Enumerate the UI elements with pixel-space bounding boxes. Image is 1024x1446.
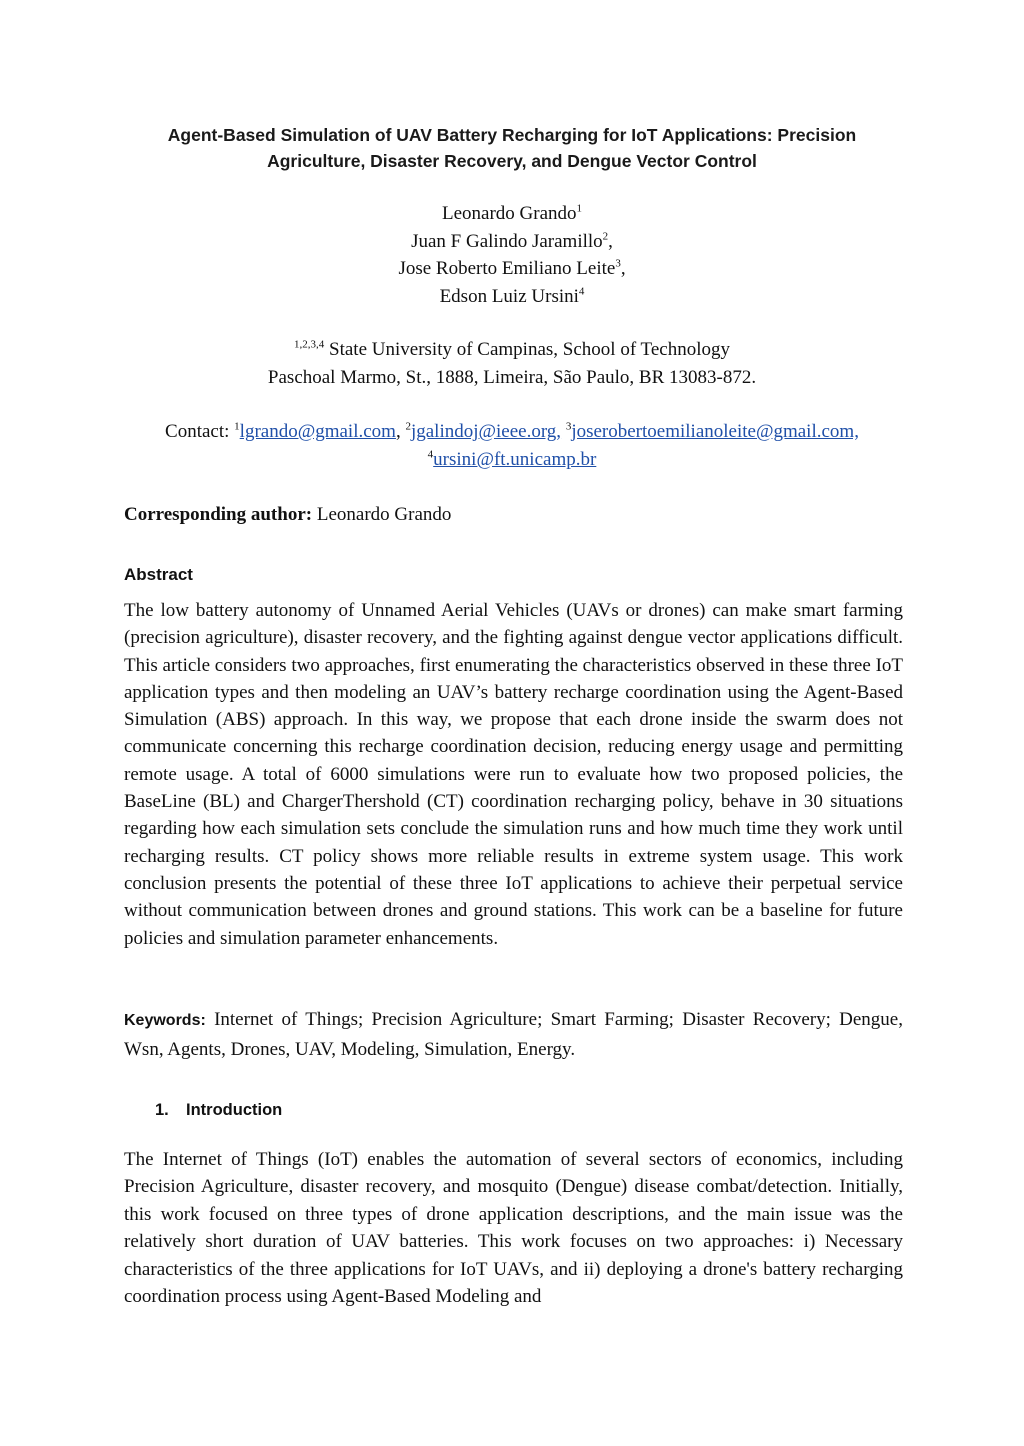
author-suffix: , <box>608 230 613 252</box>
affiliation-line-2: Paschoal Marmo, St., 1888, Limeira, São Paulo, BR 13083-872. <box>267 367 757 388</box>
email-link-2[interactable]: jgalindoj@ieee.org, <box>410 421 562 442</box>
author-superscript: 2 <box>602 230 609 243</box>
keywords-label: Keywords: <box>124 1012 206 1029</box>
corresponding-label: Corresponding author: <box>124 504 313 525</box>
affiliation-superscript: 1,2,3,4 <box>294 338 325 351</box>
keywords <box>124 1006 903 1064</box>
contact-block <box>100 418 924 474</box>
corresponding-name: Leonardo Grando <box>312 504 452 525</box>
author-superscript: 1 <box>576 202 583 215</box>
author-superscript: 3 <box>615 257 621 270</box>
title-line-1: Agent-Based Simulation of UAV Battery Recharging for IoT Applications: Precision <box>167 125 857 145</box>
email-superscript: 2 <box>405 420 411 433</box>
author-suffix: , <box>620 258 626 279</box>
title-line-2: Agriculture, Disaster Recovery, and Dengue Vector Control <box>267 151 757 171</box>
author-1 <box>100 200 924 228</box>
author-3 <box>100 255 924 283</box>
introduction-text: The Internet of Things (IoT) enables the automation of several sectors of economics, including Precision Agriculture, disaster recovery, and mosquito (Dengue) disease combat/detection. Initially, this work focused on three types of drone application descriptions, and the main issue was the relatively short duration of UAV batteries. This work focuses on two approaches: i) Necessary characteristics of the three applications for IoT UAVs, and ii) deploying a drone's battery recharging coordination process using Agent-Based Modeling and <box>124 1149 903 1308</box>
author-name: Juan F Galindo Jaramillo <box>411 230 603 252</box>
keywords-text: Internet of Things; Precision Agriculture; Smart Farming; Disaster Recovery; Dengue, Wsn, Agents, Drones, UAV, Modeling, Simulation, Energy. <box>124 1009 903 1060</box>
section-title: Introduction <box>186 1101 283 1119</box>
section-number: 1. <box>155 1101 169 1119</box>
email-superscript: 1 <box>234 420 240 433</box>
author-superscript: 4 <box>578 285 585 298</box>
author-2 <box>100 228 924 256</box>
author-list <box>100 200 924 310</box>
abstract-heading: Abstract <box>124 565 193 584</box>
section-heading-introduction <box>155 1098 282 1122</box>
email-link-4[interactable]: ursini@ft.unicamp.br <box>433 449 597 470</box>
affiliation <box>100 336 924 392</box>
author-name: Jose Roberto Emiliano Leite <box>398 258 616 279</box>
email-separator: , <box>395 421 406 442</box>
contact-line-2 <box>100 446 924 474</box>
email-link-3[interactable]: joserobertoemilianoleite@gmail.com, <box>571 421 859 442</box>
email-link-1[interactable]: lgrando@gmail.com <box>239 421 396 442</box>
affiliation-line-1 <box>100 336 924 364</box>
contact-label: Contact: <box>165 421 235 442</box>
email-superscript: 4 <box>427 448 434 461</box>
contact-line-1 <box>100 418 924 446</box>
affiliation-institution: State University of Campinas, School of Technology <box>324 339 730 360</box>
paper-title <box>100 122 924 174</box>
author-name: Leonardo Grando <box>441 203 577 224</box>
corresponding-author <box>124 501 904 529</box>
abstract-text: The low battery autonomy of Unnamed Aerial Vehicles (UAVs or drones) can make smart farming (precision agriculture), disaster recovery, and the fighting against dengue vector applications difficult. This article considers two approaches, first enumerating the characteristics observed in these three IoT application types and then modeling an UAV’s battery recharge coordination using the Agent-Based Simulation (ABS) approach. In this way, we propose that each drone inside the swarm does not communicate concerning this recharge coordination decision, reducing energy usage and permitting remote usage. A total of 6000 simulations were run to evaluate how two proposed policies, the BaseLine (BL) and ChargerThershold (CT) coordination recharging policy, behave in 30 situations regarding how each simulation sets conclude the simulation runs and how much time they work until recharging results. CT policy shows more reliable results in extreme system usage. This work conclusion presents the potential of these three IoT applications to achieve their perpetual service without communication between drones and ground stations. This work can be a baseline for future policies and simulation parameter enhancements. <box>124 600 903 949</box>
email-superscript: 3 <box>565 420 572 433</box>
author-4 <box>100 283 924 311</box>
author-name: Edson Luiz Ursini <box>439 285 579 307</box>
